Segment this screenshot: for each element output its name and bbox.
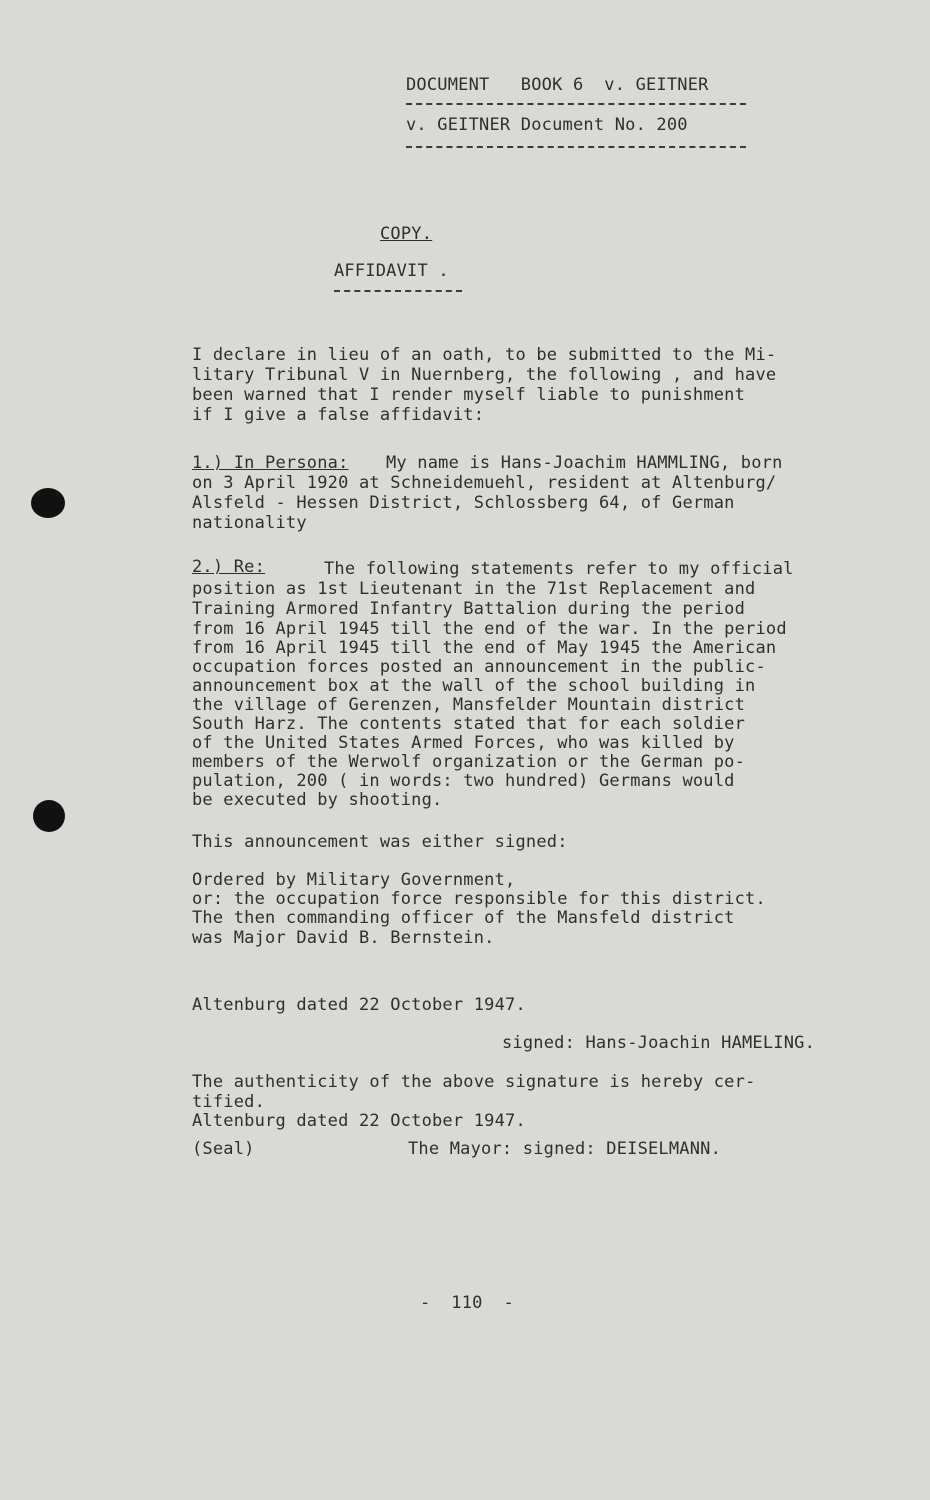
section-1-line: on 3 April 1920 at Schneidemuehl, resident at Altenburg/ [192, 473, 777, 493]
section-2-label: 2.) Re: [192, 557, 266, 577]
section-2-line: of the United States Armed Forces, who was killed by [192, 733, 735, 753]
punch-hole-top [31, 488, 65, 518]
section-2-line: pulation, 200 ( in words: two hundred) Germans would [192, 771, 735, 791]
section-2-line: the village of Gerenzen, Mansfelder Mountain district [192, 695, 746, 715]
announcement-line: was Major David B. Bernstein. [192, 928, 495, 948]
place-date: Altenburg dated 22 October 1947. [192, 995, 526, 1015]
header-rule-2 [406, 146, 746, 148]
section-1-line: Alsfeld - Hessen District, Schlossberg 64, of German [192, 493, 735, 513]
seal-label: (Seal) [192, 1139, 255, 1159]
certification-line: The authenticity of the above signature is hereby cer- [192, 1072, 756, 1092]
section-2-line: members of the Werwolf organization or the German po- [192, 752, 746, 772]
title-rule [334, 290, 462, 292]
intro-line: if I give a false affidavit: [192, 405, 485, 425]
section-2-line: position as 1st Lieutenant in the 71st Replacement and [192, 579, 756, 599]
signature-line: signed: Hans-Joachin HAMELING. [502, 1033, 816, 1053]
header-line-1: DOCUMENT BOOK 6 v. GEITNER [406, 75, 709, 95]
certification-line: Altenburg dated 22 October 1947. [192, 1111, 526, 1131]
announcement-intro: This announcement was either signed: [192, 832, 568, 852]
section-2-line: occupation forces posted an announcement in the public- [192, 657, 766, 677]
section-1-line: My name is Hans-Joachim HAMMLING, born [386, 453, 783, 473]
certification-line: tified. [192, 1092, 266, 1112]
copy-label: COPY. [380, 224, 433, 244]
section-1-label: 1.) In Persona: [192, 453, 349, 473]
section-2-line: from 16 April 1945 till the end of the war. In the period [192, 619, 787, 639]
punch-hole-bottom [33, 800, 65, 832]
section-2-line: South Harz. The contents stated that for each soldier [192, 714, 746, 734]
mayor-signature: The Mayor: signed: DEISELMANN. [408, 1139, 722, 1159]
intro-line: I declare in lieu of an oath, to be submitted to the Mi- [192, 345, 777, 365]
page-number: - 110 - [420, 1293, 514, 1313]
announcement-line: The then commanding officer of the Mansfeld district [192, 908, 735, 928]
header-line-2: v. GEITNER Document No. 200 [406, 115, 688, 135]
section-2-line: Training Armored Infantry Battalion during the period [192, 599, 746, 619]
section-2-line: from 16 April 1945 till the end of May 1945 the American [192, 638, 777, 658]
page-title: AFFIDAVIT . [334, 261, 449, 281]
header-rule-1 [406, 103, 746, 105]
intro-line: litary Tribunal V in Nuernberg, the following , and have [192, 365, 777, 385]
section-2-line: The following statements refer to my official [324, 559, 794, 579]
intro-line: been warned that I render myself liable to punishment [192, 385, 746, 405]
announcement-line: or: the occupation force responsible for this district. [192, 889, 766, 909]
section-2-line: be executed by shooting. [192, 790, 443, 810]
section-1-line: nationality [192, 513, 307, 533]
announcement-line: Ordered by Military Government, [192, 870, 516, 890]
section-2-line: announcement box at the wall of the school building in [192, 676, 756, 696]
